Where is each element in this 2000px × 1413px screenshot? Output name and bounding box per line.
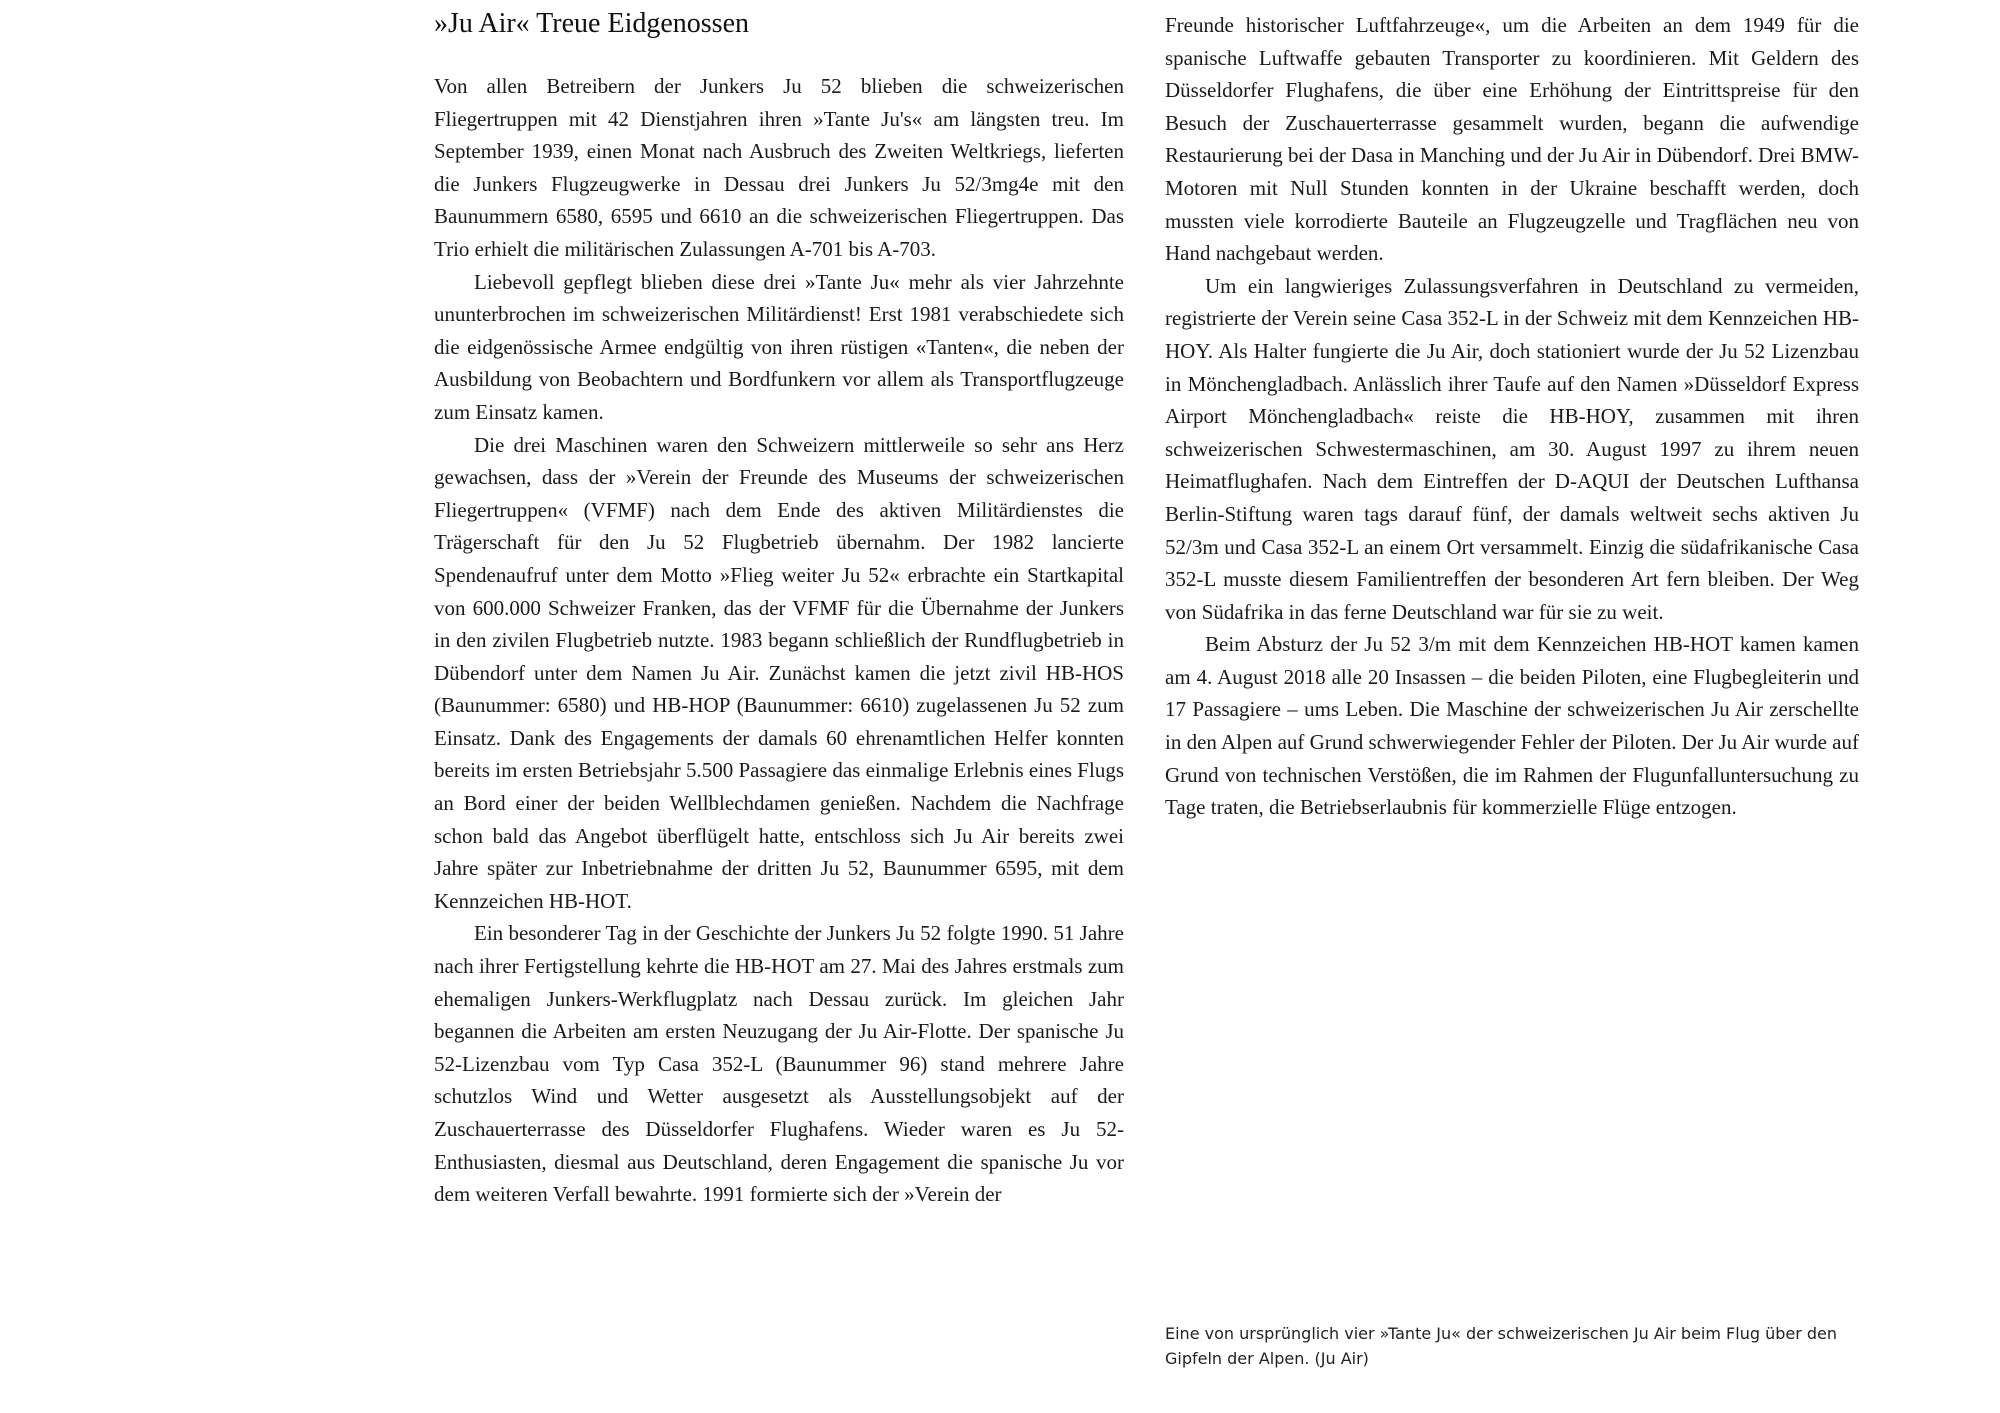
- paragraph-2: Liebevoll gepflegt blieben diese drei »Tante Ju« mehr als vier Jahrzehnte ununterbrochen im schweizerischen Militärdienst! Erst 1981 verabschiedete sich die eidgenössische Armee endgültig von ihren rüstigen «Tanten«, die neben der Ausbildung von Beobachtern und Bordfunkern vor allem als Transportflugzeuge zum Einsatz kamen.: [434, 269, 1124, 424]
- paragraph-7: Beim Absturz der Ju 52 3/m mit dem Kennzeichen HB-HOT kamen kamen am 4. August 2018 alle 20 Insassen – die beiden Piloten, eine Flugbegleiterin und 17 Passagiere – ums Leben. Die Maschine der schweizerischen Ju Air zerschellte in den Alpen auf Grund schwerwiegender Fehler der Piloten. Der Ju Air wurde auf Grund von technischen Verstößen, die im Rahmen der Flugunfalluntersuchung zu Tage traten, die Betriebserlaubnis für kommerzielle Flüge entzogen.: [1165, 632, 1859, 820]
- paragraph-6: Um ein langwieriges Zulassungsverfahren in Deutschland zu vermeiden, registrierte der Verein seine Casa 352-L in der Schweiz mit dem Kennzeichen HB-HOY. Als Halter fungierte die Ju Air, doch stationiert wurde der Ju 52 Lizenzbau in Mönchengladbach. Anlässlich ihrer Taufe auf den Namen »Düsseldorf Express Airport Mönchengladbach« reiste die HB-HOY, zusammen mit ihren schweizerischen Schwestermaschinen, am 30. August 1997 zu ihrem neuen Heimatflughafen. Nach dem Eintreffen der D-AQUI der Deutschen Lufthansa Berlin-Stiftung waren tags darauf fünf, der damals weltweit sechs aktiven Ju 52/3m und Casa 352-L an einem Ort versammelt. Einzig die südafrikanische Casa 352-L musste diesem Familientreffen der besonderen Art fern bleiben. Der Weg von Südafrika in das ferne Deutschland war für sie zu weit.: [1165, 273, 1859, 624]
- paragraph-3: Die drei Maschinen waren den Schweizern mittlerweile so sehr ans Herz gewachsen, dass der »Verein der Freunde des Museums der schweizerischen Fliegertruppen« (VFMF) nach dem Ende des aktiven Militärdienstes die Trägerschaft für den Ju 52 Flugbetrieb übernahm. Der 1982 lancierte Spendenaufruf unter dem Motto »Flieg weiter Ju 52« erbrachte ein Startkapital von 600.000 Schweizer Franken, das der VFMF für die Übernahme der Junkers in den zivilen Flugbetrieb nutzte. 1983 begann schließlich der Rundflugbetrieb in Dübendorf unter dem Namen Ju Air. Zunächst kamen die jetzt zivil HB-HOS (Baunummer: 6580) und HB-HOP (Baunummer: 6610) zugelassenen Ju 52 zum Einsatz. Dank des Engagements der damals 60 ehrenamtlichen Helfer konnten bereits im ersten Betriebsjahr 5.500 Passagiere das einmalige Erlebnis eines Flugs an Bord einer der beiden Wellblechdamen genießen. Nachdem die Nachfrage schon bald das Angebot überflügelt hatte, entschloss sich Ju Air bereits zwei Jahre später zur Inbetriebnahme der dritten Ju 52, Baunummer 6595, mit dem Kennzeichen HB-HOT.: [434, 432, 1124, 913]
- paragraph-1: Von allen Betreibern der Junkers Ju 52 blieben die schweizerischen Fliegertruppen mit 42 Dienstjahren ihren »Tante Ju's« am längsten treu. Im September 1939, einen Monat nach Ausbruch des Zweiten Weltkriegs, lieferten die Junkers Flugzeugwerke in Dessau drei Junkers Ju 52/3mg4e mit den Baunummern 6580, 6595 und 6610 an die schweizerischen Fliegertruppen. Das Trio erhielt die militärischen Zulassungen A-701 bis A-703.: [434, 74, 1124, 261]
- article-title: »Ju Air« Treue Eidgenossen: [434, 8, 749, 39]
- paragraph-5: Freunde historischer Luftfahrzeuge«, um die Arbeiten an dem 1949 für die spanische Luftwaffe gebauten Transporter zu koordinieren. Mit Geldern des Düsseldorfer Flughafens, die über eine Erhöhung der Eintrittspreise für den Besuch der Zuschauerterrasse gesammelt wurden, begann die aufwendige Restaurierung bei der Dasa in Manching und der Ju Air in Dübendorf. Drei BMW-Motoren mit Null Stunden konnten in der Ukraine beschafft werden, doch mussten viele korrodierte Bauteile an Flugzeugzelle und Tragflächen neu von Hand nachgebaut werden.: [1165, 13, 1860, 266]
- image-caption: Eine von ursprünglich vier »Tante Ju« der schweizerischen Ju Air beim Flug über den Gipfeln der Alpen. (Ju Air): [1165, 1324, 1838, 1368]
- left-column: [434, 6, 1124, 1211]
- right-column: [1165, 9, 1859, 824]
- paragraph-4: Ein besonderer Tag in der Geschichte der Junkers Ju 52 folgte 1990. 51 Jahre nach ihrer Fertigstellung kehrte die HB-HOT am 27. Mai des Jahres erstmals zum ehemaligen Junkers-Werkflugplatz nach Dessau zurück. Im gleichen Jahr begannen die Arbeiten am ersten Neuzugang der Ju Air-Flotte. Der spanische Ju 52-Lizenzbau vom Typ Casa 352-L (Baunummer 96) stand mehrere Jahre schutzlos Wind und Wetter ausgesetzt als Ausstellungsobjekt auf der Zuschauerterrasse des Düsseldorfer Flughafens. Wieder waren es Ju 52-Enthusiasten, diesmal aus Deutschland, deren Engagement die spanische Ju vor dem weiteren Verfall bewahrte. 1991 formierte sich der »Verein der: [434, 921, 1124, 1207]
